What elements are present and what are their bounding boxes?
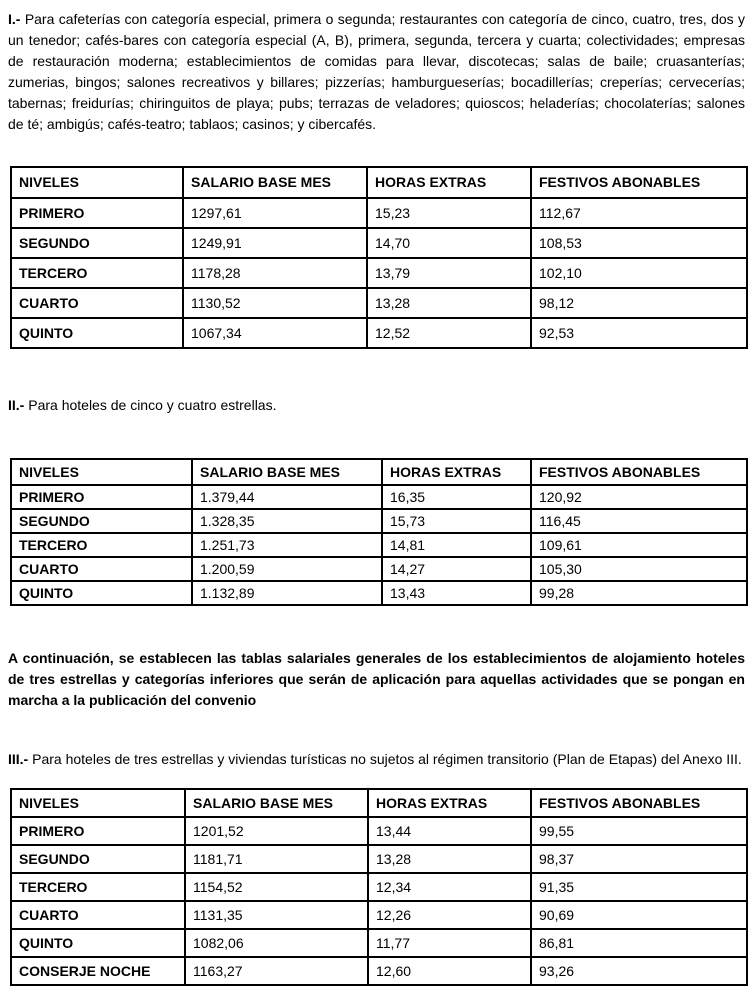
cell-horas: 13,43 — [382, 581, 531, 605]
cell-horas: 13,28 — [368, 845, 531, 873]
column-header-salario-base: SALARIO BASE MES — [185, 789, 368, 817]
table-row — [11, 581, 747, 605]
table-header-row — [11, 789, 747, 817]
cell-festivos: 99,28 — [531, 581, 747, 605]
cell-festivos: 98,37 — [531, 845, 747, 873]
cell-horas: 14,27 — [382, 557, 531, 581]
column-header-horas-extras: HORAS EXTRAS — [382, 459, 531, 485]
cell-level: QUINTO — [11, 929, 185, 957]
cell-festivos: 102,10 — [531, 258, 747, 288]
cell-festivos: 109,61 — [531, 533, 747, 557]
cell-salario: 1130,52 — [183, 288, 367, 318]
salary-table-hoteles-5-4 — [10, 458, 748, 606]
column-header-niveles: NIVELES — [11, 167, 183, 198]
cell-festivos: 108,53 — [531, 228, 747, 258]
table-row — [11, 485, 747, 509]
column-header-horas-extras: HORAS EXTRAS — [368, 789, 531, 817]
cell-festivos: 116,45 — [531, 509, 747, 533]
cell-salario: 1.132,89 — [192, 581, 382, 605]
cell-festivos: 105,30 — [531, 557, 747, 581]
cell-festivos: 112,67 — [531, 198, 747, 228]
table-row — [11, 318, 747, 348]
table-row — [11, 258, 747, 288]
section-ii-numeral: II.- — [8, 397, 25, 413]
table-row — [11, 957, 747, 985]
salary-table-hoteles-3 — [10, 788, 748, 986]
cell-horas: 14,81 — [382, 533, 531, 557]
column-header-festivos: FESTIVOS ABONABLES — [531, 167, 747, 198]
cell-horas: 16,35 — [382, 485, 531, 509]
table-row — [11, 817, 747, 845]
cell-horas: 11,77 — [368, 929, 531, 957]
column-header-festivos: FESTIVOS ABONABLES — [531, 459, 747, 485]
cell-salario: 1.379,44 — [192, 485, 382, 509]
cell-level: QUINTO — [11, 581, 192, 605]
cell-salario: 1.200,59 — [192, 557, 382, 581]
cell-horas: 12,60 — [368, 957, 531, 985]
cell-horas: 14,70 — [367, 228, 531, 258]
cell-salario: 1.328,35 — [192, 509, 382, 533]
cell-salario: 1249,91 — [183, 228, 367, 258]
cell-salario: 1154,52 — [185, 873, 368, 901]
cell-salario: 1201,52 — [185, 817, 368, 845]
cell-level: SEGUNDO — [11, 228, 183, 258]
cell-horas: 13,28 — [367, 288, 531, 318]
cell-salario: 1082,06 — [185, 929, 368, 957]
cell-festivos: 120,92 — [531, 485, 747, 509]
paragraph-section-iii — [8, 749, 745, 770]
table-row — [11, 901, 747, 929]
column-header-salario-base: SALARIO BASE MES — [192, 459, 382, 485]
cell-level: CONSERJE NOCHE — [11, 957, 185, 985]
table-row — [11, 557, 747, 581]
cell-festivos: 86,81 — [531, 929, 747, 957]
cell-level: TERCERO — [11, 533, 192, 557]
cell-salario: 1181,71 — [185, 845, 368, 873]
table-header-row — [11, 167, 747, 198]
cell-horas: 12,26 — [368, 901, 531, 929]
section-ii-text: Para hoteles de cinco y cuatro estrellas. — [28, 397, 277, 413]
cell-level: CUARTO — [11, 901, 185, 929]
cell-level: SEGUNDO — [11, 845, 185, 873]
cell-horas: 15,23 — [367, 198, 531, 228]
salary-table-cafeterias — [10, 166, 748, 349]
cell-level: TERCERO — [11, 258, 183, 288]
table-row — [11, 228, 747, 258]
section-iii-text: Para hoteles de tres estrellas y viviendas turísticas no sujetos al régimen transitorio (Plan de Etapas) del Anexo III. — [32, 751, 742, 767]
cell-festivos: 98,12 — [531, 288, 747, 318]
cell-level: CUARTO — [11, 557, 192, 581]
cell-level: SEGUNDO — [11, 509, 192, 533]
cell-level: TERCERO — [11, 873, 185, 901]
cell-horas: 13,44 — [368, 817, 531, 845]
cell-horas: 13,79 — [367, 258, 531, 288]
cell-salario: 1131,35 — [185, 901, 368, 929]
column-header-horas-extras: HORAS EXTRAS — [367, 167, 531, 198]
table-row — [11, 509, 747, 533]
table-row — [11, 845, 747, 873]
cell-salario: 1067,34 — [183, 318, 367, 348]
section-i-text: Para cafeterías con categoría especial, primera o segunda; restaurantes con categoría de cinco, cuatro, tres, dos y un tenedor; cafés-bares con categoría especial (A, B), primera, segunda, tercera y cuarta; colectividades; empresas de restauración moderna; establecimientos de comidas para llevar, discotecas; salas de baile; cruasanterías; zumerias, bingos; salones recreativos y billares; pizzerías; hamburgueserías; bocadillerías; creperías; cervecerías; tabernas; freidurías; chiringuitos de playa; pubs; terrazas de veladores; quioscos; heladerías; chocolaterías; salones de té; ambigús; cafés-teatro; tablaos; casinos; y cibercafés. — [8, 11, 746, 132]
table-row — [11, 198, 747, 228]
section-i-numeral: I.- — [8, 11, 21, 27]
cell-horas: 12,34 — [368, 873, 531, 901]
column-header-niveles: NIVELES — [11, 459, 192, 485]
cell-festivos: 99,55 — [531, 817, 747, 845]
cell-salario: 1.251,73 — [192, 533, 382, 557]
cell-level: PRIMERO — [11, 198, 183, 228]
cell-horas: 15,73 — [382, 509, 531, 533]
cell-salario: 1178,28 — [183, 258, 367, 288]
cell-festivos: 93,26 — [531, 957, 747, 985]
column-header-salario-base: SALARIO BASE MES — [183, 167, 367, 198]
cell-salario: 1163,27 — [185, 957, 368, 985]
column-header-niveles: NIVELES — [11, 789, 185, 817]
cell-level: PRIMERO — [11, 817, 185, 845]
cell-horas: 12,52 — [367, 318, 531, 348]
cell-level: QUINTO — [11, 318, 183, 348]
cell-festivos: 90,69 — [531, 901, 747, 929]
section-iii-numeral: III.- — [8, 751, 29, 767]
column-header-festivos: FESTIVOS ABONABLES — [531, 789, 747, 817]
cell-level: CUARTO — [11, 288, 183, 318]
cell-festivos: 92,53 — [531, 318, 747, 348]
table-row — [11, 533, 747, 557]
paragraph-note-bold: A continuación, se establecen las tablas salariales generales de los establecimientos de alojamiento hoteles de tres estrellas y categorías inferiores que serán de aplicación para aquellas actividades que se pongan en marcha a la publicación del convenio — [8, 650, 745, 708]
paragraph-section-ii — [8, 395, 745, 416]
paragraph-section-i — [8, 9, 745, 135]
cell-salario: 1297,61 — [183, 198, 367, 228]
cell-level: PRIMERO — [11, 485, 192, 509]
table-row — [11, 288, 747, 318]
table-header-row — [11, 459, 747, 485]
table-row — [11, 873, 747, 901]
table-row — [11, 929, 747, 957]
cell-festivos: 91,35 — [531, 873, 747, 901]
